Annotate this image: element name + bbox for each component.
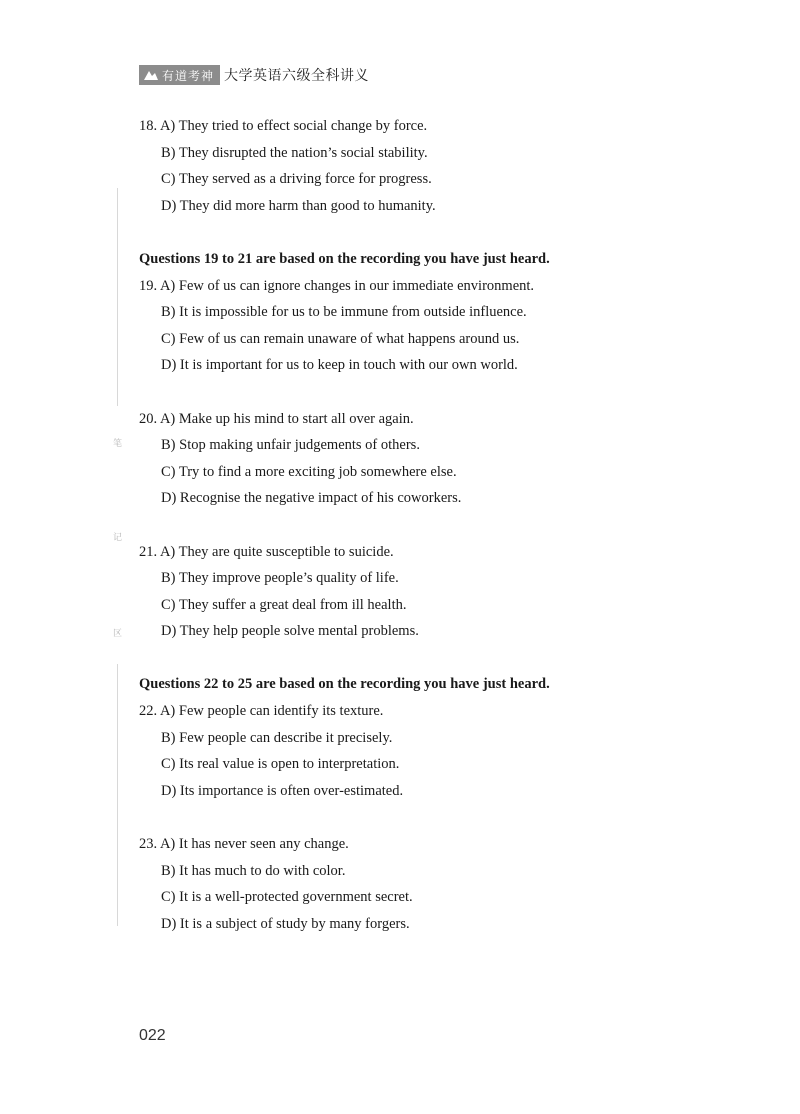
option-text: B) It has much to do with color. xyxy=(161,862,346,879)
answer-option xyxy=(139,725,739,752)
option-text: C) They suffer a great deal from ill health. xyxy=(161,596,407,613)
option-text: A) They are quite susceptible to suicide. xyxy=(159,543,394,560)
section-heading: Questions 19 to 21 are based on the recording you have just heard. xyxy=(139,250,550,267)
option-text: D) They did more harm than good to humanity. xyxy=(161,197,436,214)
page-header xyxy=(139,64,369,86)
book-title: 大学英语六级全科讲义 xyxy=(224,68,370,84)
answer-option xyxy=(139,273,739,300)
answer-option xyxy=(139,166,739,193)
answer-option xyxy=(139,831,739,858)
answer-option xyxy=(139,618,739,645)
brand-name: 有道考神 xyxy=(162,68,215,83)
notes-margin-rule xyxy=(117,664,118,926)
answer-option xyxy=(139,751,739,778)
question-number: 20. xyxy=(139,410,158,427)
option-text: B) Stop making unfair judgements of others. xyxy=(161,437,420,454)
answer-option xyxy=(139,592,739,619)
option-text: B) They disrupted the nation’s social stability. xyxy=(161,144,428,161)
option-text: B) They improve people’s quality of life. xyxy=(161,570,399,587)
spacer xyxy=(139,645,739,672)
answer-option xyxy=(139,565,739,592)
option-text: C) They served as a driving force for progress. xyxy=(161,171,432,188)
section-heading: Questions 22 to 25 are based on the recording you have just heard. xyxy=(139,676,550,693)
answer-option xyxy=(139,140,739,167)
option-text: A) Few of us can ignore changes in our immediate environment. xyxy=(159,277,535,294)
spacer xyxy=(139,512,739,539)
margin-note-char: 区 xyxy=(113,629,123,639)
answer-option xyxy=(139,193,739,220)
margin-note-char: 记 xyxy=(113,533,123,543)
option-text: A) Make up his mind to start all over again. xyxy=(159,410,414,427)
brand-badge xyxy=(139,65,220,85)
answer-option xyxy=(139,884,739,911)
question-item xyxy=(139,539,739,645)
option-text: C) Its real value is open to interpretation. xyxy=(161,756,400,773)
option-text: A) Few people can identify its texture. xyxy=(159,703,384,720)
page-number: 022 xyxy=(139,1027,166,1044)
option-text: D) They help people solve mental problems. xyxy=(161,623,419,640)
option-text: D) Recognise the negative impact of his coworkers. xyxy=(161,490,462,507)
option-text: A) It has never seen any change. xyxy=(159,836,349,853)
option-text: D) Its importance is often over-estimated. xyxy=(161,782,404,799)
answer-option xyxy=(139,911,739,938)
question-list xyxy=(139,113,739,937)
option-text: B) It is impossible for us to be immune from outside influence. xyxy=(161,304,527,321)
answer-option xyxy=(139,778,739,805)
option-text: A) They tried to effect social change by force. xyxy=(159,118,428,134)
question-number: 19. xyxy=(139,277,158,294)
option-text: C) Few of us can remain unaware of what happens around us. xyxy=(161,330,520,347)
answer-option xyxy=(139,352,739,379)
option-text: D) It is important for us to keep in touch with our own world. xyxy=(161,357,518,374)
question-number: 21. xyxy=(139,543,158,560)
question-number: 23. xyxy=(139,836,158,853)
margin-note-char: 笔 xyxy=(113,439,123,449)
option-text: B) Few people can describe it precisely. xyxy=(161,729,393,746)
answer-option xyxy=(139,113,739,140)
question-item xyxy=(139,698,739,804)
question-item xyxy=(139,406,739,512)
question-item xyxy=(139,831,739,937)
spacer xyxy=(139,219,739,246)
spacer xyxy=(139,804,739,831)
answer-option xyxy=(139,485,739,512)
answer-option xyxy=(139,698,739,725)
question-item xyxy=(139,273,739,379)
brand-logo-icon xyxy=(143,68,159,82)
answer-option xyxy=(139,406,739,433)
option-text: C) It is a well-protected government secret. xyxy=(161,889,413,906)
question-item xyxy=(139,113,739,219)
answer-option xyxy=(139,326,739,353)
spacer xyxy=(139,379,739,406)
answer-option xyxy=(139,299,739,326)
notes-margin-rule xyxy=(117,188,118,406)
answer-option xyxy=(139,459,739,486)
answer-option xyxy=(139,858,739,885)
option-text: D) It is a subject of study by many forgers. xyxy=(161,915,410,932)
question-number: 18. xyxy=(139,118,158,134)
answer-option xyxy=(139,539,739,566)
option-text: C) Try to find a more exciting job somewhere else. xyxy=(161,463,457,480)
question-number: 22. xyxy=(139,703,158,720)
answer-option xyxy=(139,432,739,459)
